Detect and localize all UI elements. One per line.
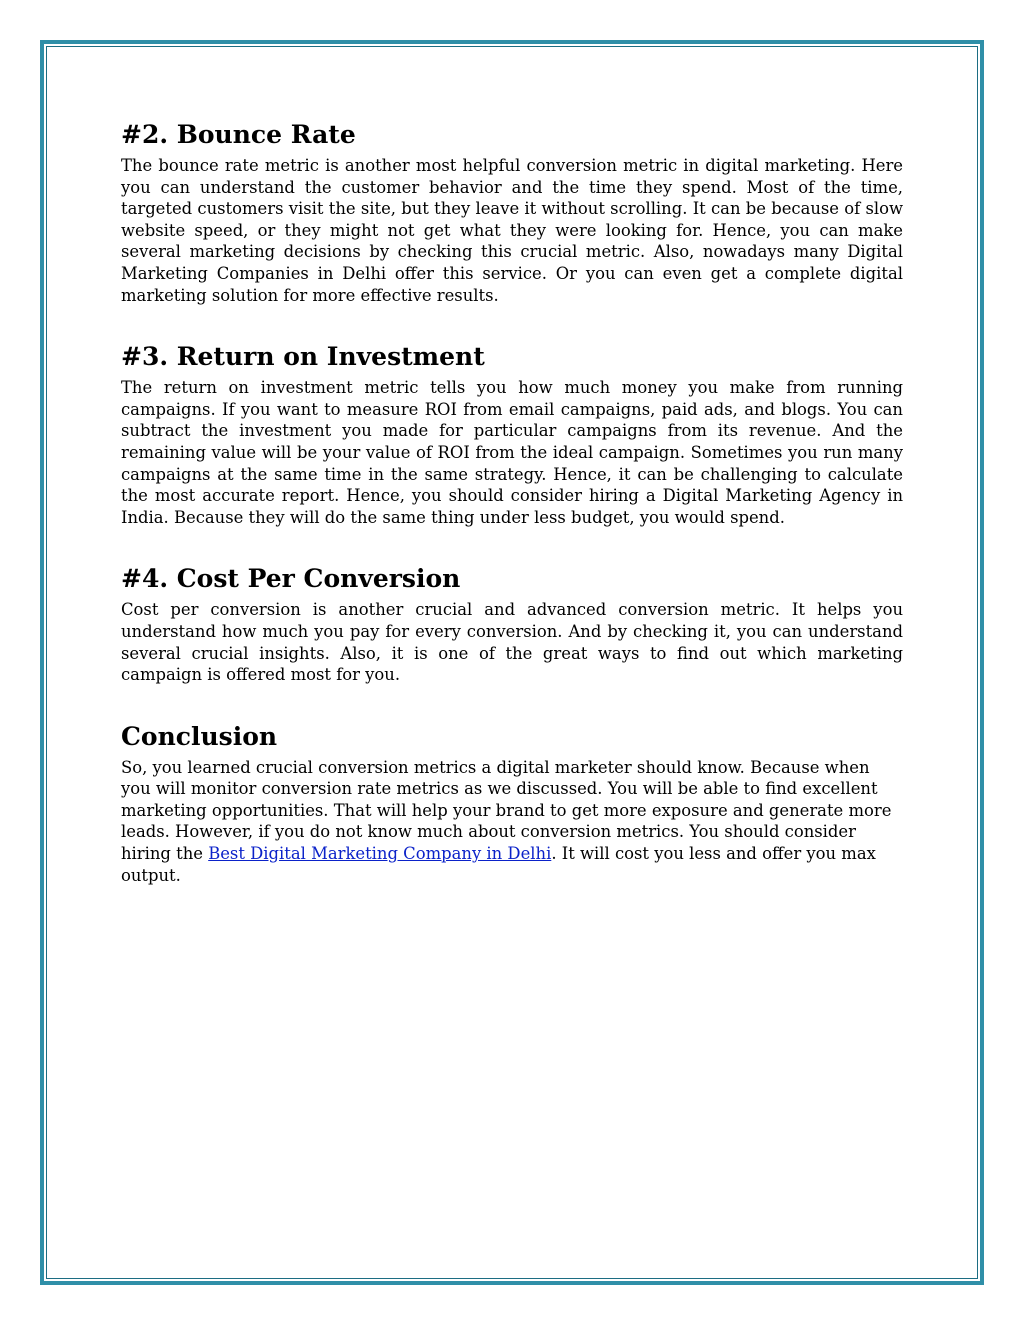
section-body: Cost per conversion is another crucial and advanced conversion metric. It helps you understand how much you pay for every conversion. And by checking it, you can understand several crucial insights. Also, it is one of the great ways to find out which marketing campaign is offered most for you. [121,600,903,685]
section-body: The return on investment metric tells you how much money you make from running campaigns. If you want to measure ROI from email campaigns, paid ads, and blogs. You can subtract the investment you made for particular campaigns from its revenue. And the remaining value will be your value of ROI from the ideal campaign. Sometimes you run many campaigns at the same time in the same strategy. Hence, it can be challenging to calculate the most accurate report. Hence, you should consider hiring a Digital Marketing Agency in India. Because they will do the same thing under less budget, you would spend. [121,378,903,527]
section-return-on-investment [121,341,903,528]
section-heading: #2. Bounce Rate [121,120,356,149]
section-conclusion [121,721,903,887]
conclusion-text-before-link: So, you learned crucial conversion metrics a digital marketer should know. Because when you will monitor conversion rate metrics as we discussed. You will be able to find excellent marketing opportunities. That will help your brand to get more exposure and generate more leads. However, if you do not know much about conversion metrics. You should consider hiring the [121,757,892,864]
section-body: The bounce rate metric is another most helpful conversion metric in digital marketing. Here you can understand the customer behavior and the time they spend. Most of the time, targeted customers visit the site, but they leave it without scrolling. It can be because of slow website speed, or they might not get what they were looking for. Hence, you can make several marketing decisions by checking this crucial metric. Also, nowadays many Digital Marketing Companies in Delhi offer this service. Or you can even get a complete digital marketing solution for more effective results. [121,156,903,305]
document-content [121,119,903,921]
section-cost-per-conversion [121,563,903,685]
section-heading: #4. Cost Per Conversion [121,564,461,594]
conclusion-heading: Conclusion [121,721,278,751]
best-digital-marketing-company-link[interactable]: Best Digital Marketing Company in Delhi [208,844,552,864]
section-bounce-rate [121,119,903,306]
conclusion-body [121,757,903,887]
section-heading: #3. Return on Investment [121,342,485,372]
conclusion-text-after-link: . It will cost you less and offer you max output. [121,844,876,885]
